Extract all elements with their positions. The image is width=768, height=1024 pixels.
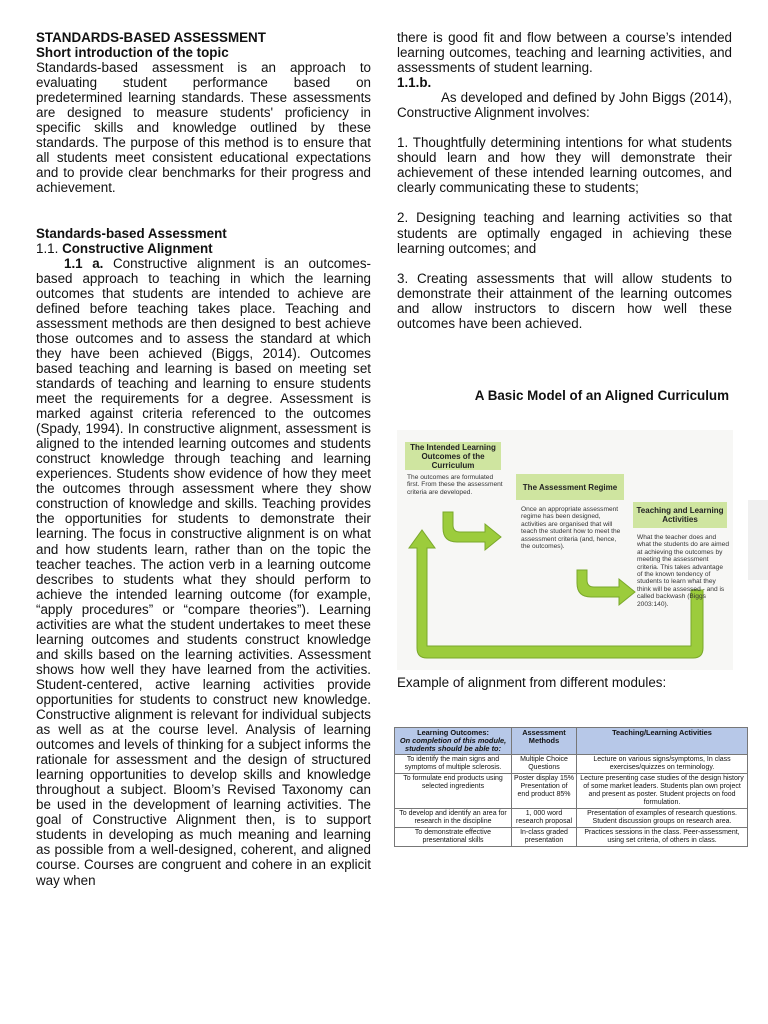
header-outcomes-title: Learning Outcomes: — [417, 728, 489, 737]
cell-method: Multiple Choice Questions — [512, 755, 577, 774]
intro-paragraph: Standards-based assessment is an approach to evaluating student performance based on predetermined learning standards. These assessments are designed to measure students' proficiency in specific skills and knowledge outlined by these standards. The purpose of this method is to ensure that all students meet consistent educational expectations and to provide clear benchmarks for their progress and achievement. — [36, 60, 371, 196]
box-intended-outcomes-text: The outcomes are formulated first. From these the assessment criteria are developed. — [407, 474, 503, 496]
header-outcomes — [395, 728, 512, 755]
figure-title: A Basic Model of an Aligned Curriculum — [474, 388, 729, 403]
table-row — [395, 809, 748, 828]
header-outcomes-sub: On completion of this module, students should be able to: — [399, 736, 507, 753]
list-item: 2. Designing teaching and learning activities so that students are optimally engaged in achieving these learning outcomes; and — [397, 210, 732, 256]
intro-subtitle: Short introduction of the topic — [36, 45, 229, 61]
header-activities: Teaching/Learning Activities — [577, 728, 748, 755]
cell-activities: Lecture on various signs/symptoms, In class exercises/quizzes on terminology. — [577, 755, 748, 774]
subsection-number: 1.1. — [36, 240, 59, 256]
box-intended-outcomes: The Intended Learning Outcomes of the Curriculum — [405, 442, 501, 470]
paragraph-label: 1.1 a. — [64, 255, 104, 271]
cell-activities: Presentation of examples of research questions. Student discussion groups on research area. — [577, 809, 748, 828]
constructive-alignment-paragraph — [36, 256, 371, 888]
cell-method: In-class graded presentation — [512, 828, 577, 847]
cell-outcome: To formulate end products using selected ingredients — [395, 774, 512, 809]
alignment-table — [394, 727, 748, 847]
left-column — [36, 30, 371, 888]
cell-method: 1, 000 word research proposal — [512, 809, 577, 828]
aligned-curriculum-diagram — [397, 430, 733, 670]
page-edge-strip — [748, 500, 768, 580]
table-row — [395, 774, 748, 809]
document-title: STANDARDS-BASED ASSESSMENT — [36, 30, 266, 45]
box-teaching-activities: Teaching and Learning Activities — [633, 502, 727, 528]
box-assessment-regime: The Assessment Regime — [516, 474, 624, 500]
table-row — [395, 828, 748, 847]
continuation-paragraph: there is good fit and flow between a course’s intended learning outcomes, teaching and learning activities, and assessments of student learning. — [397, 30, 732, 76]
cell-outcome: To develop and identify an area for research in the discipline — [395, 809, 512, 828]
alignment-list — [397, 135, 732, 331]
cell-activities: Lecture presenting case studies of the design history of some market leaders. Students plan own project and present as poster. Student projects on food formulation. — [577, 774, 748, 809]
section-heading: Standards-based Assessment — [36, 225, 227, 241]
subsection-title: Constructive Alignment — [62, 240, 213, 256]
list-item: 3. Creating assessments that will allow students to demonstrate their attainment of the learning outcomes and allow instructors to discern how well these outcomes have been achieved. — [397, 270, 732, 331]
box-assessment-regime-text: Once an appropriate assessment regime has been designed, activities are organised that will teach the student how to meet the assessment criteria (and, hence, the outcomes). — [521, 506, 621, 551]
label-1-1-b: 1.1.b. — [397, 75, 432, 91]
table-header-row — [395, 728, 748, 755]
cell-activities: Practices sessions in the class. Peer-assessment, using set criteria, of others in class. — [577, 828, 748, 847]
box-teaching-activities-text: What the teacher does and what the students do are aimed at achieving the outcomes by meeting the assessment criteria. This takes advantage of the known tendency of students to learn what they think will be assessed - and is called backwash (Biggs 2003:140). — [637, 534, 730, 608]
cell-method: Poster display 15% Presentation of end product 85% — [512, 774, 577, 809]
subsection-heading — [36, 241, 371, 256]
paragraph-body: Constructive alignment is an outcomes-based approach to teaching in which the learning outcomes that students are intended to achieve are defined before teaching takes place. Teaching and assessment methods are then designed to best achieve those outcomes and to assess the standard at which they have been achieved (Biggs, 2014). Outcomes based teaching and learning is based on meeting set standards of teaching and learning to ensure students meet the requirements for a degree. Assessment is marked against criteria referenced to the outcomes (Spady, 1994). In constructive alignment, assessment is aligned to the intended learning outcomes and students construct knowledge through teaching and learning experiences. Students show evidence of how they meet the outcomes through assessment where they show construction of knowledge and skills. Teaching provides the opportunities for students to demonstrate their learning. The focus in constructive alignment is on what and how students learn, rather than on the topic the teacher teaches. The action verb in a learning outcome describes to students what they should perform to achieve the intended learning outcome (for example, “apply procedures” or “compare theories”). Learning activities are what the student undertakes to meet these learning outcomes and students construct knowledge and skills based on the learning activities. Assessment shows how well they have learned from the activities. Student-centered, active learning activities provide opportunities for students to construct new knowledge. Constructive alignment is relevant for individual subjects as well as at the course level. Analysis of learning outcomes and levels of thinking for a subject informs the rationale for assessment and the design of structured learning opportunities to develop skills and knowledge throughout a subject. Bloom’s Revised Taxonomy can be used in the development of learning activities. The goal of Constructive Alignment then, is to support students in developing as much meaning and learning as possible from a well-designed, coherent, and aligned course. Courses are congruent and cohere in an explicit way when — [36, 255, 371, 888]
biggs-intro: As developed and defined by John Biggs (2014), Constructive Alignment involves: — [397, 90, 732, 121]
header-methods: Assessment Methods — [512, 728, 577, 755]
arrow-outcomes-to-assessment — [443, 512, 501, 550]
right-column — [397, 30, 732, 346]
cell-outcome: To identify the main signs and symptoms of multiple sclerosis. — [395, 755, 512, 774]
table-row — [395, 755, 748, 774]
arrow-assessment-to-activities — [577, 570, 635, 605]
cell-outcome: To demonstrate effective presentational skills — [395, 828, 512, 847]
table-caption: Example of alignment from different modules: — [397, 675, 667, 690]
list-item: 1. Thoughtfully determining intentions for what students should learn and how they will demonstrate their achievement of these intended learning outcomes, and clearly communicating these to students; — [397, 135, 732, 196]
